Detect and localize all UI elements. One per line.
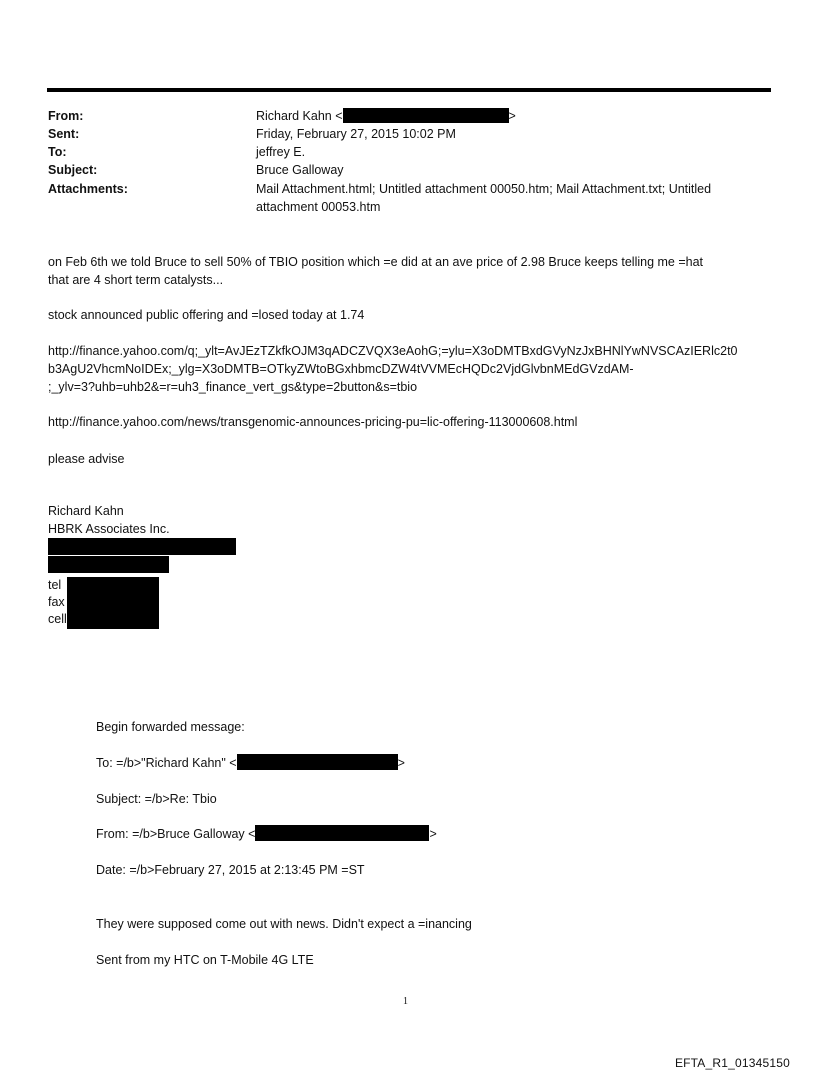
- forwarded-subject: Subject: =/b>Re: Tbio: [96, 792, 217, 806]
- forwarded-message: They were supposed come out with news. Didn't expect a =inancing: [96, 917, 472, 931]
- body-paragraph-3: please advise: [48, 452, 125, 466]
- forwarded-intro: Begin forwarded message:: [96, 720, 245, 734]
- attachments-label: Attachments:: [48, 182, 128, 196]
- forwarded-date: Date: =/b>February 27, 2015 at 2:13:45 PM =ST: [96, 863, 365, 877]
- attachments-value-line1: Mail Attachment.html; Untitled attachment 00050.htm; Mail Attachment.txt; Untitled: [256, 182, 712, 196]
- forwarded-to: To: =/b>"Richard Kahn" < >: [96, 756, 405, 770]
- body-url-1[interactable]: http://finance.yahoo.com/q;_ylt=AvJEzTZkfkOJM3qADCZVQX3eAohG;=ylu=X3oDMTBxdGVyNzJxBHNlYwNVSCAzIERlc2t0 b3AgU2VhcmNoIDEx;_ylg=X3oDMTB=OTkyZWtoBGxhbmcDZW4tVVMEcHQDc2VjdGlvbnMEdGVzdAM- ;_ylv=3?uhb=uhb2&=r=uh3_finance_vert_gs&type=2button&s=tbio: [48, 344, 738, 394]
- body-paragraph-1: on Feb 6th we told Bruce to sell 50% of TBIO position which =e did at an ave price of 2.98 Bruce keeps telling me =hat that are 4 short term catalysts...: [48, 255, 704, 287]
- to-value: jeffrey E.: [256, 145, 306, 159]
- to-label: To:: [48, 145, 67, 159]
- header-rule: [47, 88, 771, 92]
- redaction-box: [67, 577, 159, 629]
- subject-label: Subject:: [48, 163, 98, 177]
- redaction-box: [237, 754, 398, 770]
- header-from-row: [48, 107, 516, 125]
- signature-fax-label: fax: [48, 595, 65, 609]
- document-id: EFTA_R1_01345150: [674, 1056, 790, 1070]
- signature-name: Richard Kahn: [48, 504, 124, 518]
- body-url-2[interactable]: http://finance.yahoo.com/news/transgenomic-announces-pricing-pu=lic-offering-113000608.html: [48, 415, 578, 429]
- header-subject-row: [48, 161, 344, 179]
- redaction-box: [343, 108, 509, 123]
- header-to-row: [48, 143, 306, 161]
- header-attachments-row: [48, 180, 712, 198]
- from-label: From:: [48, 109, 84, 123]
- redaction-box: [48, 538, 236, 555]
- page-number: 1: [403, 996, 408, 1007]
- header-sent-row: [48, 125, 456, 143]
- sent-value: Friday, February 27, 2015 10:02 PM: [256, 127, 456, 141]
- subject-value: Bruce Galloway: [256, 163, 344, 177]
- sent-label: Sent:: [48, 127, 80, 141]
- from-value: Richard Kahn < >: [256, 109, 516, 123]
- body-paragraph-2: stock announced public offering and =losed today at 1.74: [48, 308, 365, 322]
- signature-cell-label: cell: [48, 612, 67, 626]
- signature-tel-label: tel: [48, 578, 62, 592]
- forwarded-from: From: =/b>Bruce Galloway < >: [96, 827, 437, 841]
- attachments-value-line2: attachment 00053.htm: [256, 200, 381, 214]
- forwarded-sent-from: Sent from my HTC on T-Mobile 4G LTE: [96, 953, 314, 967]
- redaction-box: [255, 825, 429, 841]
- redaction-box: [48, 556, 169, 573]
- signature-company: HBRK Associates Inc.: [48, 522, 170, 536]
